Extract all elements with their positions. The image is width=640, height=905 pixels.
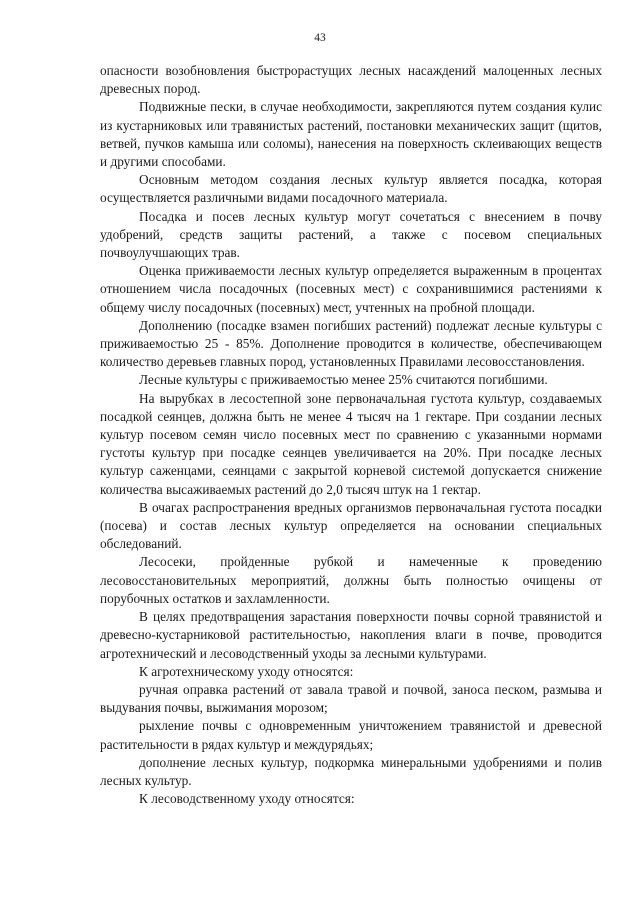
paragraph: Подвижные пески, в случае необходимости, закрепляются путем создания кулис из кустарниковых или травянистых растений, постановки механических защит (щитов, ветвей, пучков камыша или соломы), нанесения на поверхность склеивающих веществ и другими способами. — [100, 99, 602, 170]
paragraph: опасности возобновления быстрорастущих лесных насаждений малоценных лесных древесных пород. — [100, 63, 602, 97]
paragraph: В очагах распространения вредных организмов первоначальная густота посадки (посева) и состав лесных культур определяется на основании специальных обследований. — [100, 499, 602, 552]
paragraph: В целях предотвращения зарастания поверхности почвы сорной травянистой и древесно-кустарниковой растительностью, накопления влаги в почве, проводится агротехнический и лесоводственный уходы за лесными культурами. — [100, 609, 602, 661]
list-item: дополнение лесных культур, подкормка минеральными удобрениями и полив лесных культур. — [100, 754, 602, 788]
paragraph: На вырубках в лесостепной зоне первоначальная густота культур, создаваемых посадкой сеянцев, должна быть не менее 4 тысяч на 1 гектаре. При создании лесных культур посевом семян число посевных мест по сравнению с указанными нормами густоты культур при посадке сеянцев увеличивается на 20%. При посадке лесных культур саженцами, сеянцами с закрытой корневой системой допускается снижение количества высаживаемых растений до 2,0 тысяч штук на 1 гектар. — [100, 390, 602, 497]
page-number: 43 — [314, 32, 326, 44]
list-intro: К агротехническому уходу относятся: — [139, 663, 354, 679]
page-body — [100, 62, 602, 808]
list-item: рыхление почвы с одновременным уничтожением травянистой и древесной растительности в рядах культур и междурядьях; — [100, 718, 602, 752]
list-intro: К лесоводственному уходу относятся: — [139, 791, 355, 807]
paragraph: Лесосеки, пройденные рубкой и намеченные к проведению лесовосстановительных мероприятий, должны быть полностью очищены от порубочных остатков и захламленности. — [100, 554, 602, 606]
paragraph: Посадка и посев лесных культур могут сочетаться с внесением в почву удобрений, средств защиты растений, а также с посевом специальных почвоулучшающих трав. — [100, 208, 602, 261]
paragraph: Оценка приживаемости лесных культур определяется выраженным в процентах отношением числа посадочных (посевных мест) с сохранившимися растениями к общему числу посадочных (посевных) мест, учтенных на пробной площади. — [100, 263, 602, 315]
paragraph: Основным методом создания лесных культур является посадка, которая осуществляется различными видами посадочного материала. — [100, 172, 602, 206]
list-item: ручная оправка растений от завала травой и почвой, заноса песком, размыва и выдувания почвы, выжимания морозом; — [100, 681, 602, 716]
paragraph: Дополнению (посадке взамен погибших растений) подлежат лесные культуры с приживаемостью 25 - 85%. Дополнение проводится в количестве, обеспечивающем количество деревьев главных пород, установленных Правилами лесовосстановления. — [100, 317, 602, 370]
paragraph: Лесные культуры с приживаемостью менее 25% считаются погибшими. — [139, 372, 548, 388]
